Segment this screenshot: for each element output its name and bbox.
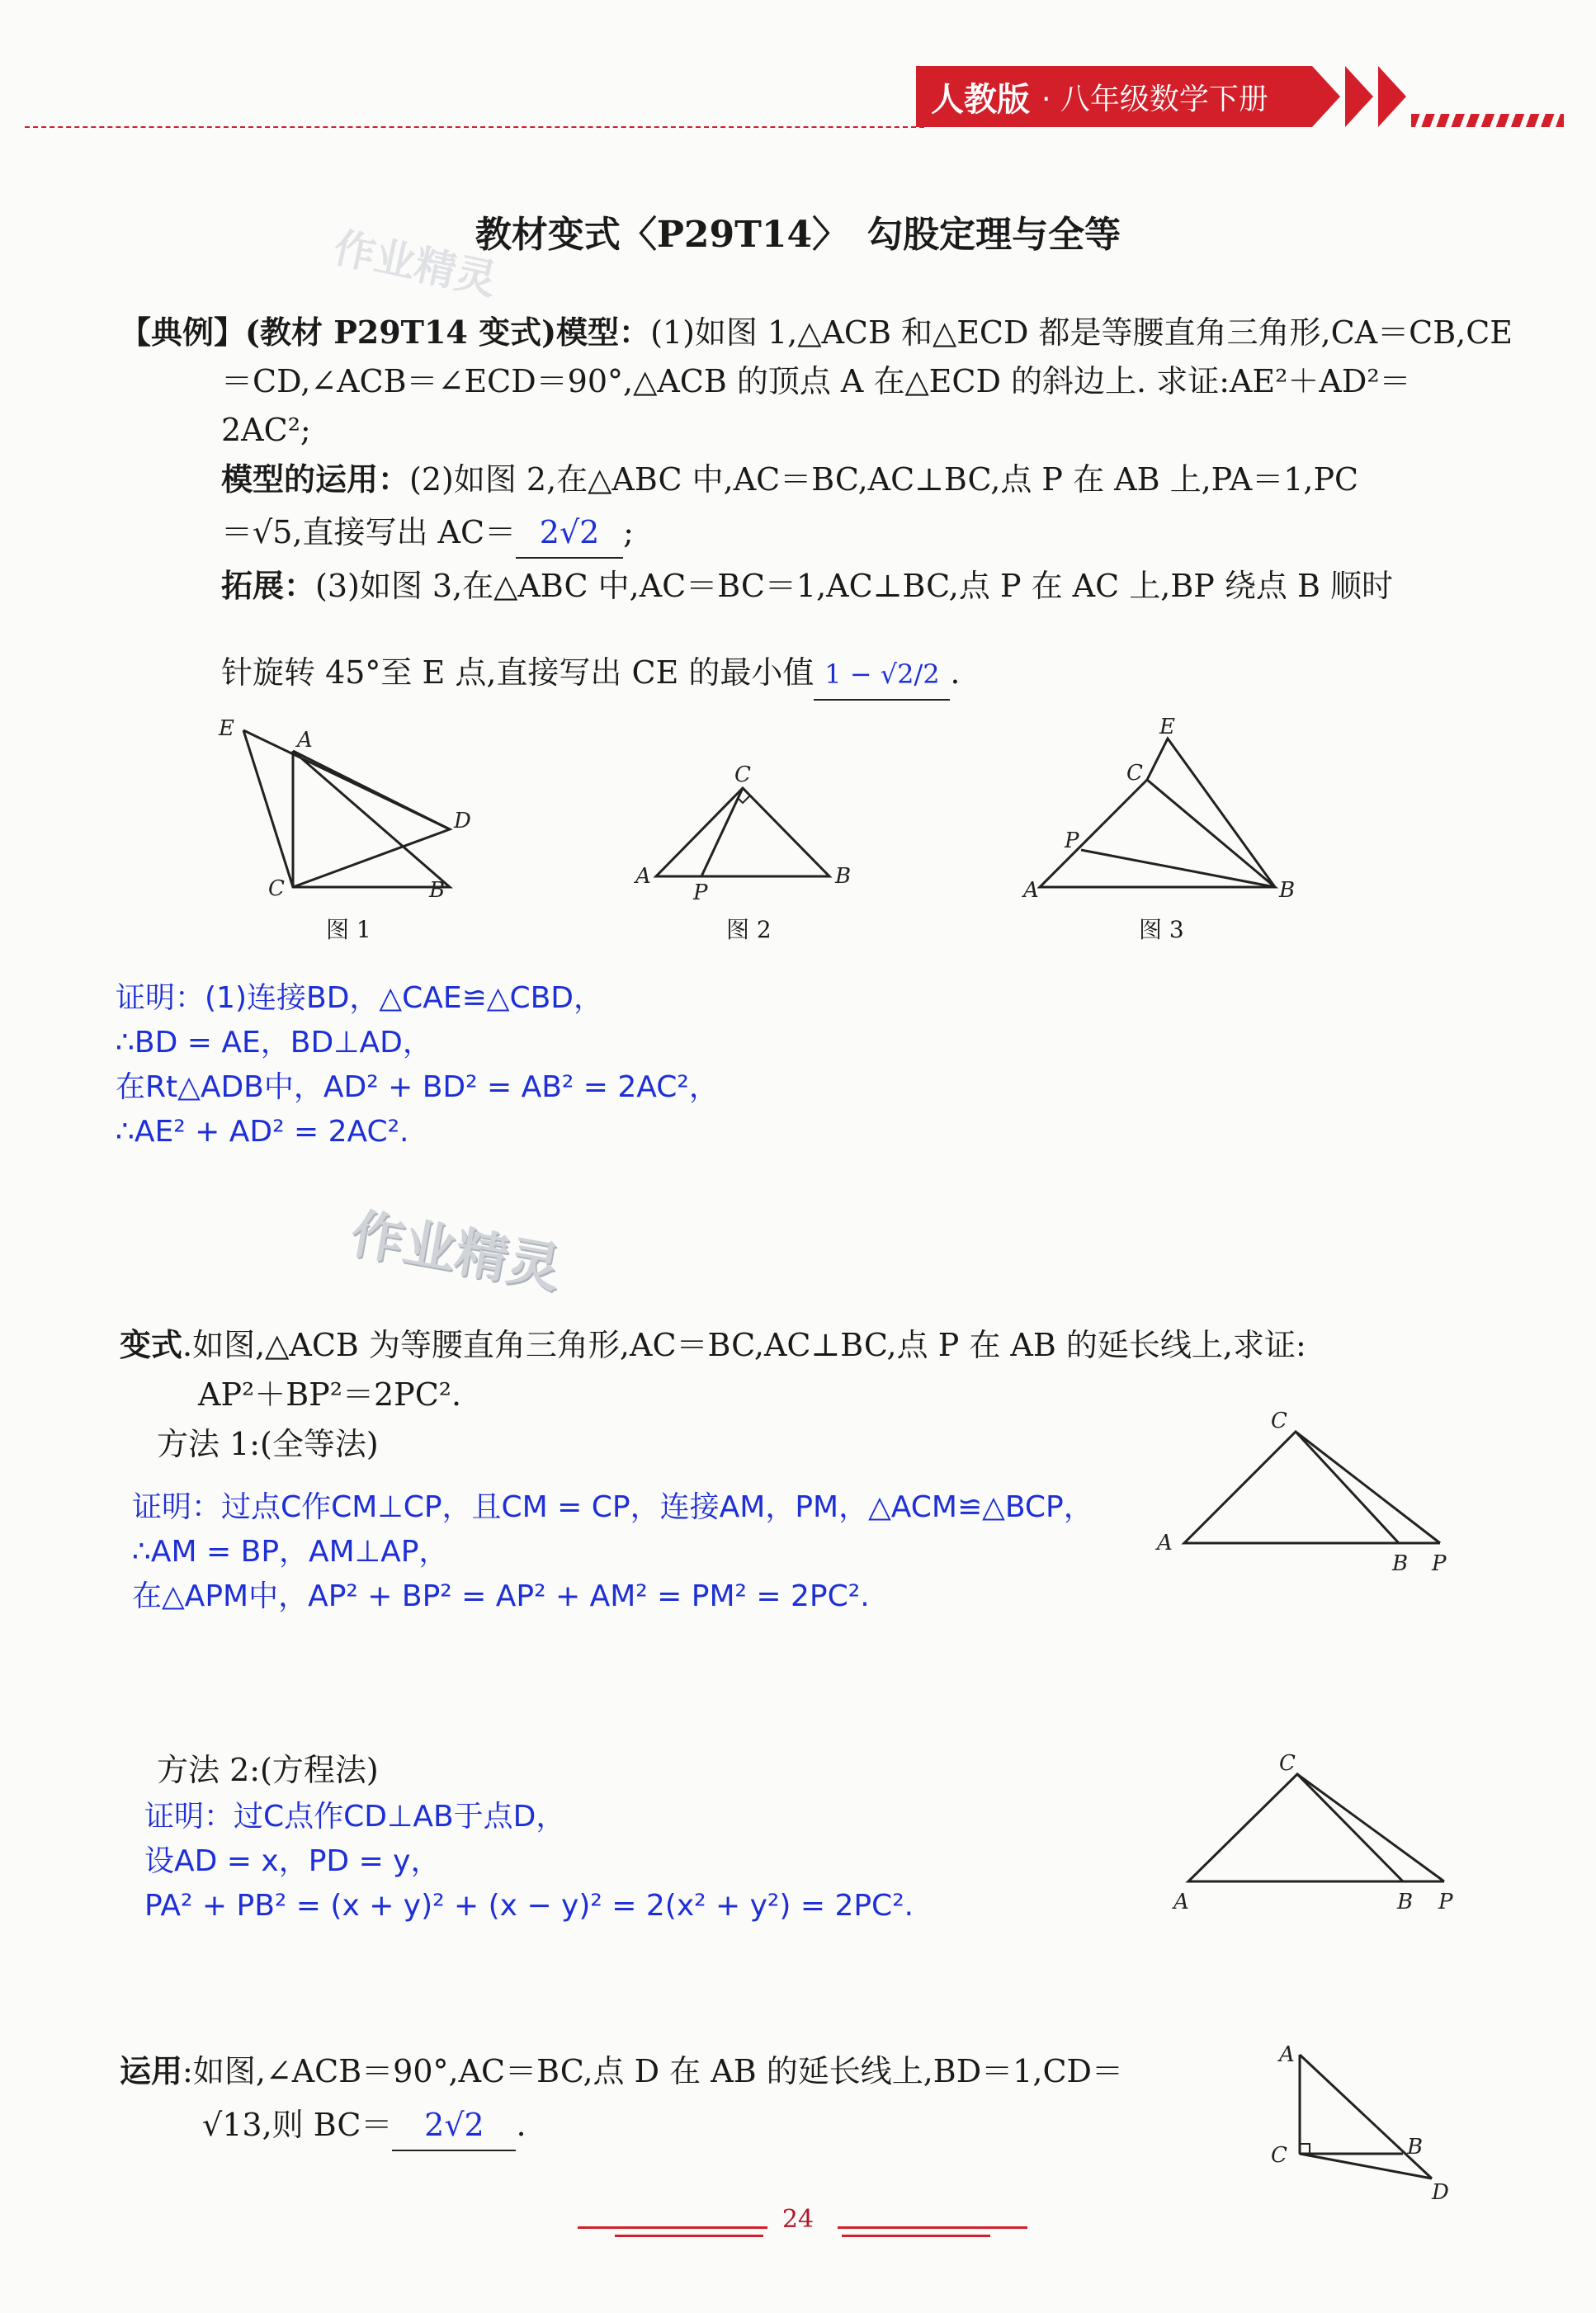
proof1-line: 在Rt△ADB中，AD² + BD² = AB² = 2AC²， — [116, 1070, 719, 1104]
example-figures — [206, 706, 1362, 953]
fig1-label-a: A — [297, 728, 313, 753]
application-line-1 — [120, 2046, 1123, 2096]
proof-m1-line: ∴AM = BP，AM⊥AP， — [132, 1535, 449, 1569]
footer-rule-right-2 — [842, 2235, 990, 2237]
apply-line-2 — [221, 507, 634, 559]
proof1-line: ∴BD = AE，BD⊥AD， — [116, 1026, 432, 1060]
variant-figure-2 — [1155, 1745, 1485, 1927]
application-line-2 — [202, 2100, 526, 2151]
answer-blank — [392, 2100, 516, 2151]
header-stripes — [1411, 114, 1564, 127]
label-b: B — [1407, 2135, 1424, 2160]
example-source: (教材 P29T14 变式)模型： — [245, 314, 651, 351]
application-question: √13,则 BC＝ — [202, 2107, 393, 2143]
answer-value: 1 − √2/2 — [824, 658, 940, 690]
label-d: D — [1432, 2180, 1449, 2203]
extend-question: 针旋转 45°至 E 点,直接写出 CE 的最小值 — [221, 654, 815, 691]
example-line-3: 2AC²; — [221, 412, 311, 448]
fig1-label-d: D — [454, 809, 471, 833]
fig3-label-e: E — [1159, 715, 1175, 739]
variant-label: 变式 — [120, 1326, 183, 1363]
apply-punct: ; — [623, 514, 634, 550]
variant-line-2: AP²＋BP²＝2PC². — [198, 1376, 462, 1413]
apply-line-1 — [221, 455, 1358, 504]
fig3-caption: 图 3 — [1139, 916, 1184, 943]
footer-rule-left-2 — [615, 2235, 763, 2237]
fig3-label-a: A — [1023, 878, 1039, 903]
example-tag: 【典例】 — [120, 314, 246, 351]
application-figure — [1263, 2038, 1469, 2203]
header-brand: 人教版 — [931, 80, 1030, 119]
fig3-label-p: P — [1065, 828, 1079, 853]
extend-text: (3)如图 3,在△ABC 中,AC＝BC＝1,AC⊥BC,点 P 在 AC 上,BP 绕点 B 顺时 — [315, 568, 1394, 604]
application-punct: . — [516, 2107, 526, 2143]
fig3-label-b: B — [1279, 878, 1296, 903]
page-title: 教材变式〈P29T14〉 勾股定理与全等 — [475, 214, 1121, 256]
extend-punct: . — [950, 654, 961, 691]
proof1-line: 证明：(1)连接BD，△CAE≌△CBD， — [116, 981, 604, 1015]
header-dashed-rule — [25, 126, 924, 128]
application-text: :如图,∠ACB＝90°,AC＝BC,点 D 在 AB 的延长线上,BD＝1,CD＝ — [182, 2053, 1123, 2089]
variant-line-1 — [120, 1320, 1306, 1370]
application-label: 运用 — [120, 2052, 183, 2089]
page-number: 24 — [781, 2205, 815, 2234]
variant-text: .如图,△ACB 为等腰直角三角形,AC＝BC,AC⊥BC,点 P 在 AB 的延长线上,求证: — [182, 1327, 1306, 1363]
chevron-icon — [1345, 66, 1373, 127]
label-c: C — [1279, 1751, 1296, 1776]
proof-m2-line: 证明：过C点作CD⊥AB于点D， — [144, 1800, 566, 1834]
label-a: A — [1157, 1531, 1173, 1555]
header-subtitle: · 八年级数学下册 — [1041, 82, 1268, 116]
chevron-icon — [1378, 66, 1406, 127]
label-p: P — [1432, 1551, 1447, 1576]
fig1-label-b: B — [429, 878, 446, 903]
proof-m2-line: PA² + PB² = (x + y)² + (x − y)² = 2(x² + y²) = 2PC². — [144, 1889, 914, 1923]
example-line-1 — [120, 308, 1513, 357]
fig3-label-c: C — [1126, 761, 1143, 786]
proof1-line: ∴AE² + AD² = 2AC². — [116, 1115, 409, 1149]
label-a: A — [1173, 1890, 1189, 1914]
watermark: 作业精灵 — [346, 1203, 565, 1300]
fig2-label-b: B — [835, 864, 852, 889]
example-text: (1)如图 1,△ACB 和△ECD 都是等腰直角三角形,CA＝CB,CE — [650, 314, 1513, 351]
fig1-label-c: C — [268, 876, 285, 901]
label-c: C — [1271, 1409, 1287, 1433]
extend-label: 拓展： — [221, 567, 316, 604]
label-b: B — [1397, 1890, 1414, 1914]
proof-m1-line: 证明：过点C作CM⊥CP，且CM = CP，连接AM，PM，△ACM≌△BCP， — [132, 1490, 1093, 1524]
proof-m2-line: 设AD = x，PD = y， — [144, 1844, 441, 1878]
method2-heading: 方法 2:(方程法) — [157, 1752, 379, 1788]
fig1-caption: 图 1 — [326, 916, 371, 943]
extend-line-2 — [221, 648, 960, 701]
method1-heading: 方法 1:(全等法) — [157, 1426, 379, 1462]
proof-m1-line: 在△APM中，AP² + BP² = AP² + AM² = PM² = 2PC². — [132, 1579, 870, 1613]
chevron-icon — [1312, 66, 1340, 127]
label-c: C — [1271, 2143, 1287, 2168]
fig2-label-c: C — [734, 762, 751, 787]
label-p: P — [1438, 1890, 1453, 1914]
label-b: B — [1392, 1551, 1409, 1576]
fig1-label-e: E — [219, 716, 234, 741]
example-line-2: ＝CD,∠ACB＝∠ECD＝90°,△ACB 的顶点 A 在△ECD 的斜边上. 求证:AE²＋AD²＝ — [221, 363, 1411, 399]
fig2-caption: 图 2 — [726, 916, 772, 943]
answer-blank — [516, 507, 623, 559]
answer-blank — [814, 649, 950, 701]
fig2-label-p: P — [693, 880, 708, 905]
answer-value: 2√2 — [539, 514, 600, 550]
variant-figure-1 — [1147, 1403, 1477, 1584]
apply-text: (2)如图 2,在△ABC 中,AC＝BC,AC⊥BC,点 P 在 AB 上,PA＝1,PC — [409, 461, 1359, 498]
apply-question: ＝√5,直接写出 AC＝ — [221, 514, 517, 550]
fig2-label-a: A — [635, 864, 651, 889]
extend-line-1 — [221, 561, 1393, 611]
watermark: 作业精灵 — [329, 223, 502, 305]
answer-value: 2√2 — [424, 2107, 484, 2143]
apply-label: 模型的运用： — [221, 460, 410, 498]
header-banner — [916, 66, 1312, 127]
label-a: A — [1279, 2042, 1295, 2067]
